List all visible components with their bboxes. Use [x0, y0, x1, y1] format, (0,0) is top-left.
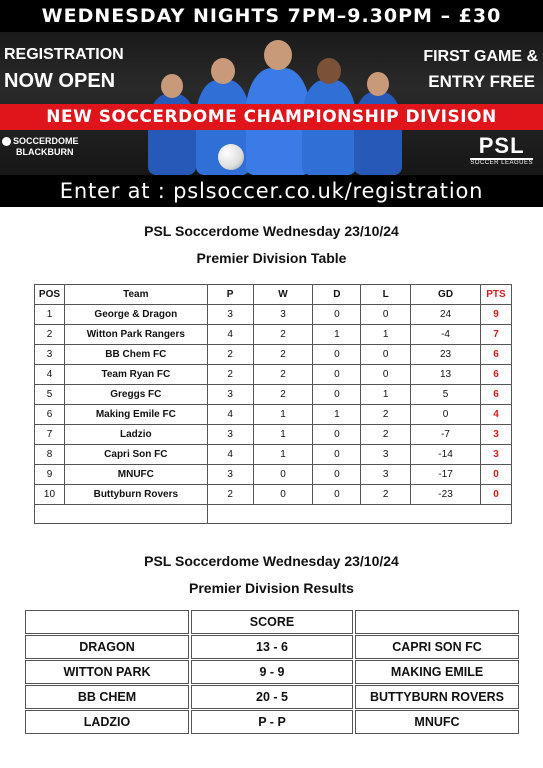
col-lost: L: [361, 285, 411, 305]
cell-gd: 0: [411, 405, 481, 425]
cell-lost: 2: [361, 485, 411, 505]
cell-pos: 10: [35, 485, 65, 505]
cell-pos: 7: [35, 425, 65, 445]
psl-logo-sub: SOCCER LEAGUES: [470, 160, 533, 166]
cell-team: George & Dragon: [64, 305, 207, 325]
cell-lost: 0: [361, 345, 411, 365]
table-row: [35, 445, 512, 465]
cell-gd: -4: [411, 325, 481, 345]
cell-played: 3: [207, 305, 253, 325]
cell-pos: 5: [35, 385, 65, 405]
cell-won: 1: [253, 425, 313, 445]
cell-pos: 3: [35, 345, 65, 365]
logo-left-line1: SOCCERDOME: [13, 136, 79, 146]
away-team: BUTTYBURN ROVERS: [355, 685, 519, 709]
blank-cell: [207, 505, 511, 524]
score-header: SCORE: [191, 610, 353, 634]
cell-pos: 8: [35, 445, 65, 465]
match-score: 20 - 5: [191, 685, 353, 709]
cell-team: Witton Park Rangers: [64, 325, 207, 345]
cell-played: 3: [207, 425, 253, 445]
cell-team: Capri Son FC: [64, 445, 207, 465]
division-band: NEW SOCCERDOME CHAMPIONSHIP DIVISION: [0, 104, 543, 130]
cell-drawn: 0: [313, 485, 361, 505]
results-subtitle: Premier Division Results: [189, 580, 354, 596]
cell-lost: 3: [361, 465, 411, 485]
table-row: [35, 325, 512, 345]
cell-played: 4: [207, 325, 253, 345]
cell-won: 2: [253, 365, 313, 385]
results-title: PSL Soccerdome Wednesday 23/10/24: [144, 553, 399, 569]
cell-drawn: 0: [313, 445, 361, 465]
match-row: [25, 685, 519, 710]
cell-played: 2: [207, 345, 253, 365]
cell-gd: 5: [411, 385, 481, 405]
results-header-blank: [355, 610, 519, 634]
cell-pos: 2: [35, 325, 65, 345]
ball-icon: [2, 137, 11, 146]
table-header-row: [35, 285, 512, 305]
offer-line2: ENTRY FREE: [428, 72, 535, 91]
football-icon: [218, 144, 244, 170]
table-row: [35, 485, 512, 505]
cell-pts: 6: [480, 365, 511, 385]
away-team: MAKING EMILE: [355, 660, 519, 684]
soccerdome-logo: [2, 136, 79, 158]
home-team: LADZIO: [25, 710, 189, 734]
cell-lost: 2: [361, 405, 411, 425]
registration-link[interactable]: Enter at : pslsoccer.co.uk/registration: [0, 175, 543, 207]
col-won: W: [253, 285, 313, 305]
cell-pts: 6: [480, 385, 511, 405]
results-header-row: [25, 610, 519, 635]
cell-team: Making Emile FC: [64, 405, 207, 425]
match-score: P - P: [191, 710, 353, 734]
cell-played: 2: [207, 365, 253, 385]
cell-gd: -7: [411, 425, 481, 445]
cell-lost: 1: [361, 385, 411, 405]
col-pos: POS: [35, 285, 65, 305]
cell-won: 2: [253, 385, 313, 405]
cell-pts: 7: [480, 325, 511, 345]
cell-team: Greggs FC: [64, 385, 207, 405]
cell-team: Buttyburn Rovers: [64, 485, 207, 505]
cell-won: 1: [253, 445, 313, 465]
cell-played: 2: [207, 485, 253, 505]
table-blank-row: [35, 505, 512, 524]
table-row: [35, 305, 512, 325]
match-row: [25, 710, 519, 735]
cell-team: MNUFC: [64, 465, 207, 485]
match-score: 9 - 9: [191, 660, 353, 684]
cell-pos: 6: [35, 405, 65, 425]
col-played: P: [207, 285, 253, 305]
cell-gd: 24: [411, 305, 481, 325]
cell-lost: 1: [361, 325, 411, 345]
away-team: MNUFC: [355, 710, 519, 734]
match-row: [25, 635, 519, 660]
cell-played: 3: [207, 385, 253, 405]
cell-pts: 3: [480, 425, 511, 445]
cell-gd: 23: [411, 345, 481, 365]
match-row: [25, 660, 519, 685]
offer-line1: FIRST GAME &: [423, 48, 538, 65]
blank-cell: [35, 505, 208, 524]
psl-logo-main: PSL: [470, 134, 533, 160]
cell-gd: -23: [411, 485, 481, 505]
registration-line2: NOW OPEN: [4, 70, 116, 92]
psl-logo: [470, 134, 533, 166]
cell-won: 2: [253, 325, 313, 345]
cell-gd: -17: [411, 465, 481, 485]
table-subtitle: Premier Division Table: [196, 250, 347, 266]
table-row: [35, 465, 512, 485]
cell-won: 1: [253, 405, 313, 425]
table-row: [35, 345, 512, 365]
cell-pos: 1: [35, 305, 65, 325]
cell-drawn: 1: [313, 405, 361, 425]
schedule-strip: WEDNESDAY NIGHTS 7PM–9.30PM – £30: [0, 0, 543, 32]
col-drawn: D: [313, 285, 361, 305]
cell-played: 4: [207, 445, 253, 465]
cell-pos: 4: [35, 365, 65, 385]
results-header-blank: [25, 610, 189, 634]
away-team: CAPRI SON FC: [355, 635, 519, 659]
cell-pts: 0: [480, 465, 511, 485]
cell-played: 3: [207, 465, 253, 485]
league-table: [34, 284, 512, 524]
cell-drawn: 0: [313, 305, 361, 325]
cell-pts: 4: [480, 405, 511, 425]
cell-team: Ladzio: [64, 425, 207, 445]
cell-won: 0: [253, 465, 313, 485]
table-row: [35, 405, 512, 425]
home-team: BB CHEM: [25, 685, 189, 709]
cell-team: Team Ryan FC: [64, 365, 207, 385]
table-row: [35, 385, 512, 405]
cell-pts: 6: [480, 345, 511, 365]
cell-lost: 2: [361, 425, 411, 445]
cell-won: 3: [253, 305, 313, 325]
cell-drawn: 0: [313, 465, 361, 485]
logo-left-line2: BLACKBURN: [16, 147, 74, 157]
registration-line1: REGISTRATION: [4, 46, 124, 63]
cell-lost: 3: [361, 445, 411, 465]
cell-pts: 9: [480, 305, 511, 325]
cell-team: BB Chem FC: [64, 345, 207, 365]
cell-played: 4: [207, 405, 253, 425]
cell-drawn: 0: [313, 365, 361, 385]
col-gd: GD: [411, 285, 481, 305]
cell-gd: 13: [411, 365, 481, 385]
cell-won: 2: [253, 345, 313, 365]
cell-pts: 3: [480, 445, 511, 465]
table-row: [35, 365, 512, 385]
cell-drawn: 0: [313, 425, 361, 445]
col-pts: PTS: [480, 285, 511, 305]
players-photo: [0, 32, 543, 175]
match-score: 13 - 6: [191, 635, 353, 659]
cell-gd: -14: [411, 445, 481, 465]
cell-drawn: 0: [313, 385, 361, 405]
col-team: Team: [64, 285, 207, 305]
cell-lost: 0: [361, 305, 411, 325]
home-team: DRAGON: [25, 635, 189, 659]
cell-drawn: 1: [313, 325, 361, 345]
table-row: [35, 425, 512, 445]
cell-pts: 0: [480, 485, 511, 505]
promo-banner: [0, 0, 543, 207]
table-title: PSL Soccerdome Wednesday 23/10/24: [144, 223, 399, 239]
cell-drawn: 0: [313, 345, 361, 365]
cell-lost: 0: [361, 365, 411, 385]
results-grid: [25, 610, 519, 735]
cell-pos: 9: [35, 465, 65, 485]
cell-won: 0: [253, 485, 313, 505]
home-team: WITTON PARK: [25, 660, 189, 684]
